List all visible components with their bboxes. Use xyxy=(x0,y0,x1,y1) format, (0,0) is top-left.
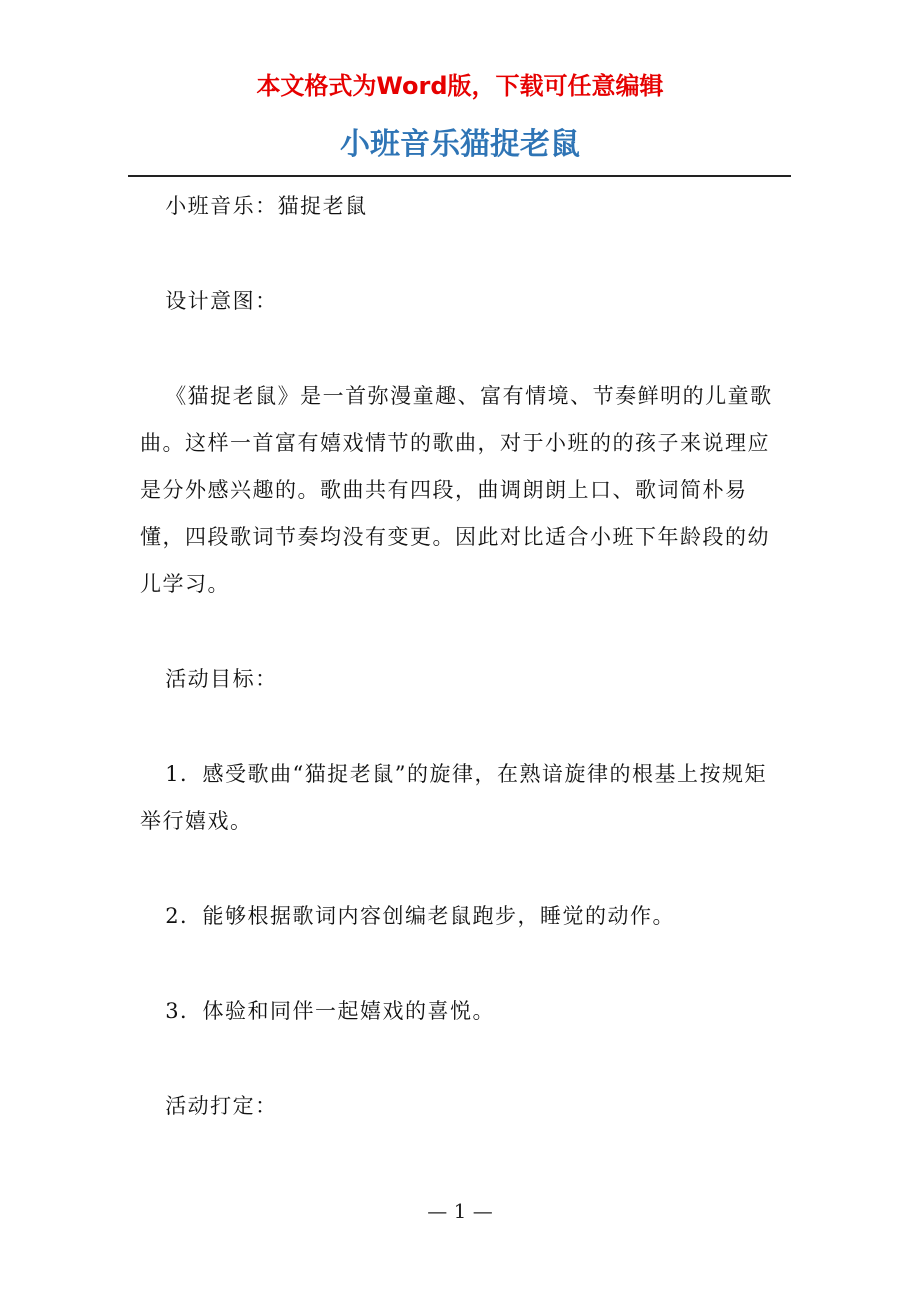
section-heading-goals: 活动目标： xyxy=(165,667,278,691)
paragraph-gap xyxy=(140,703,785,751)
section-heading-preparation: 活动打定： xyxy=(165,1094,278,1118)
format-notice-banner: 本文格式为Word版，下载可任意编辑 xyxy=(256,72,664,100)
page-number: — 1 — xyxy=(427,1199,493,1223)
goal-item-2: 2．能够根据歌词内容创编老鼠跑步，睡觉的动作。 xyxy=(165,904,676,928)
paragraph-heading: 小班音乐：猫捉老鼠 xyxy=(165,194,368,218)
paragraph-design-intent: 《猫捉老鼠》是一首弥漫童趣、富有情境、节奏鲜明的儿童歌曲。这样一首富有嬉戏情节的歌曲，对于小班的的孩子来说理应是分外感兴趣的。歌曲共有四段，曲调朗朗上口、歌词简朴易懂，四段歌词节奏均没有变更。因此对比适合小班下年龄段的幼儿学习。 xyxy=(140,384,773,596)
paragraph-gap xyxy=(140,940,785,988)
goal-item-3: 3．体验和同伴一起嬉戏的喜悦。 xyxy=(165,999,496,1023)
document-title: 小班音乐猫捉老鼠 xyxy=(340,127,580,162)
section-heading-design-intent: 设计意图： xyxy=(165,289,278,313)
goal-item-1: 1．感受歌曲“猫捉老鼠”的旋律，在熟谙旋律的根基上按规矩举行嬉戏。 xyxy=(140,762,768,833)
paragraph-gap xyxy=(140,1035,785,1083)
paragraph-gap xyxy=(140,608,785,656)
paragraph-gap xyxy=(140,230,785,278)
header-divider xyxy=(128,175,791,177)
document-body xyxy=(140,183,785,1130)
paragraph-gap xyxy=(140,325,785,373)
paragraph-gap xyxy=(140,845,785,893)
